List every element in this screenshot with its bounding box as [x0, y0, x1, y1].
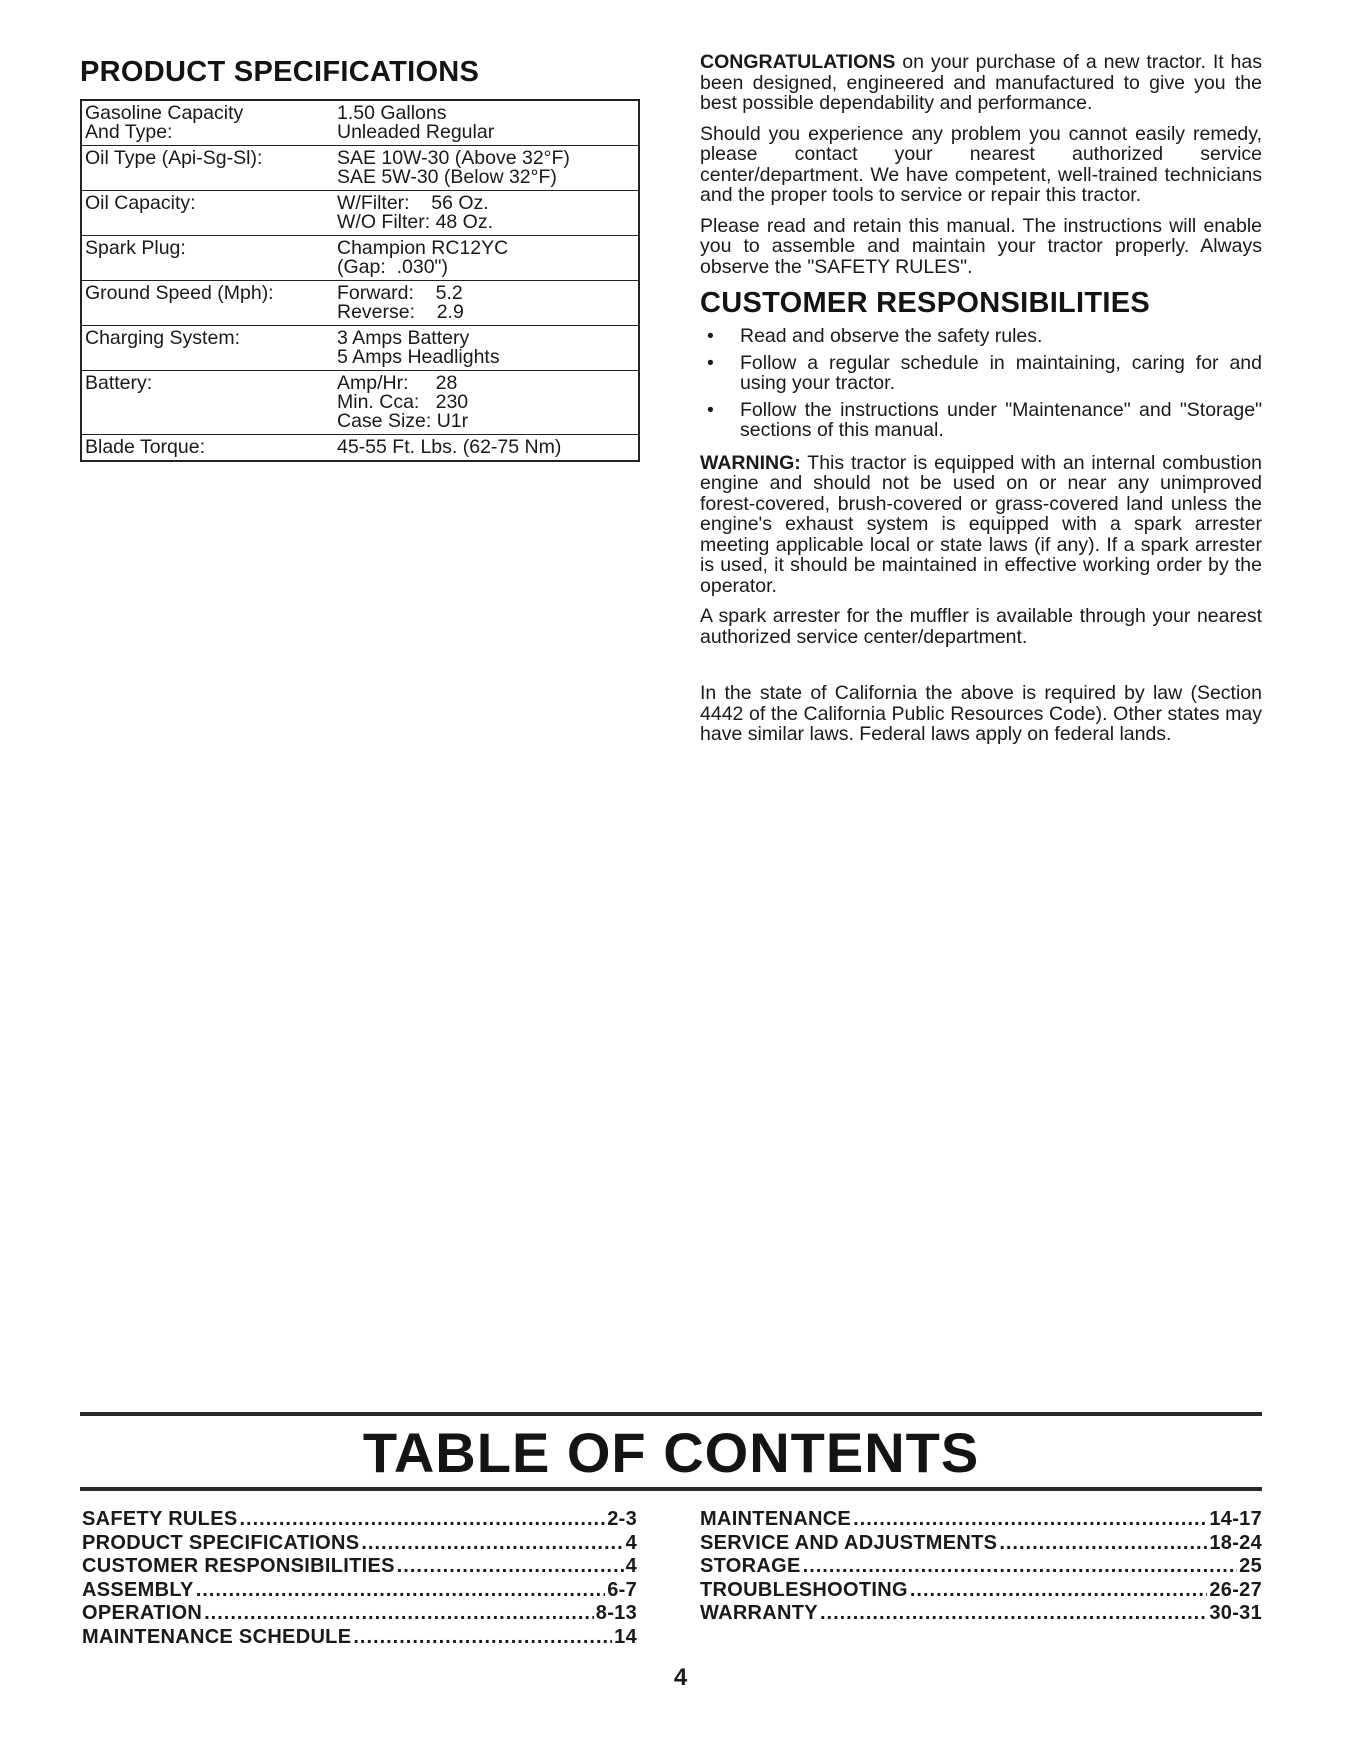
toc-entry: [82, 1555, 637, 1579]
toc-leader-dots: [910, 1579, 1208, 1603]
spec-value: W/Filter: 56 Oz. W/O Filter: 48 Oz.: [334, 191, 639, 236]
congratulations-paragraph: [700, 52, 1262, 114]
spec-label: Oil Capacity:: [81, 191, 334, 236]
congratulations-text: on your purchase of a new tractor. It has been designed, engineered and manufactured to give you the best possible dependability and performance.: [700, 51, 1262, 114]
table-row: [81, 435, 639, 462]
toc-entry-page: 4: [625, 1531, 637, 1554]
retain-manual-paragraph: Please read and retain this manual. The instructions will enable you to assemble and maintain your tractor properly. Always observe the "SAFETY RULES".: [700, 214, 1262, 278]
toc-bottom-rule: [80, 1487, 1262, 1491]
customer-responsibilities-list: [700, 326, 1262, 441]
toc-entry-label: MAINTENANCE: [700, 1508, 852, 1530]
toc-leader-dots: [820, 1602, 1207, 1626]
toc-entry-page: 14: [614, 1625, 637, 1648]
toc-leader-dots: [803, 1555, 1238, 1579]
spec-value: Amp/Hr: 28 Min. Cca: 230 Case Size: U1r: [334, 371, 639, 435]
spec-value: Forward: 5.2 Reverse: 2.9: [334, 281, 639, 326]
toc-entry-page: 30-31: [1209, 1602, 1262, 1624]
toc-entry-label: PRODUCT SPECIFICATIONS: [82, 1531, 360, 1554]
toc-entry: [82, 1626, 637, 1650]
toc-entry-page: 14-17: [1209, 1508, 1262, 1530]
spec-label: Battery:: [81, 371, 334, 435]
specs-heading: PRODUCT SPECIFICATIONS: [80, 56, 480, 88]
customer-responsibilities-heading: CUSTOMER RESPONSIBILITIES: [700, 287, 1151, 319]
warning-text: This tractor is equipped with an internal combustion engine and should not be used on or near any unimproved forest-covered, brush-covered or grass-covered land unless the engine's exhaust system is equipped with a spark arrester meeting applicable local or state laws (if any). If a spark arrester is used, it should be maintained in effective working order by the operator.: [700, 451, 1262, 597]
spec-label: Charging System:: [81, 326, 334, 371]
toc-entry-page: 8-13: [595, 1602, 637, 1624]
spec-value: SAE 10W-30 (Above 32°F) SAE 5W-30 (Below 32°F): [334, 146, 639, 191]
toc-entry-page: 18-24: [1209, 1531, 1262, 1554]
toc-leader-dots: [853, 1508, 1207, 1532]
bullet-icon: •: [707, 325, 714, 347]
spec-value: 1.50 Gallons Unleaded Regular: [337, 102, 495, 143]
spec-label: Spark Plug:: [81, 236, 334, 281]
table-row: [81, 281, 639, 326]
page-number: 4: [673, 1664, 688, 1691]
spec-label: Gasoline Capacity And Type:: [85, 102, 244, 143]
spec-value: 45-55 Ft. Lbs. (62-75 Nm): [334, 435, 639, 462]
warning-lead: WARNING:: [700, 451, 801, 474]
toc-leader-dots: [999, 1532, 1207, 1556]
product-specifications-section: [80, 52, 640, 462]
toc-entry: [82, 1602, 637, 1626]
toc-entry-label: SERVICE AND ADJUSTMENTS: [700, 1531, 998, 1554]
spec-label: Blade Torque:: [81, 435, 334, 462]
spec-value: 3 Amps Battery 5 Amps Headlights: [334, 326, 639, 371]
toc-entry-label: ASSEMBLY: [82, 1578, 194, 1601]
toc-title: TABLE OF CONTENTS: [362, 1421, 980, 1484]
toc-entry-page: 2-3: [607, 1508, 637, 1530]
toc-left-column: [82, 1508, 637, 1649]
toc-entry: [82, 1532, 637, 1556]
toc-top-rule: [80, 1412, 1262, 1416]
california-law-paragraph: In the state of California the above is required by law (Section 4442 of the California Public Resources Code). Other states may have similar laws. Federal laws apply on federal lands.: [700, 682, 1262, 745]
toc-entry: [82, 1579, 637, 1603]
list-item: • Follow a regular schedule in maintaining, caring for and using your tractor.: [707, 351, 1262, 394]
toc-entry: [700, 1579, 1262, 1603]
list-item: • Follow the instructions under "Maintenance" and "Storage" sections of this manual.: [707, 398, 1262, 441]
toc-entry-page: 26-27: [1209, 1578, 1262, 1601]
intro-section: [700, 52, 1262, 755]
toc-entry: [700, 1508, 1262, 1532]
specs-table: [80, 99, 640, 462]
toc-leader-dots: [361, 1532, 623, 1556]
toc-entry-label: TROUBLESHOOTING: [700, 1578, 908, 1601]
table-row: [81, 326, 639, 371]
warning-paragraph: [700, 453, 1262, 597]
congratulations-lead: CONGRATULATIONS: [700, 51, 896, 73]
toc-entry-label: STORAGE: [700, 1555, 801, 1577]
spec-label: Ground Speed (Mph):: [81, 281, 334, 326]
toc-entry: [700, 1532, 1262, 1556]
toc-right-column: [700, 1508, 1262, 1626]
spec-value: Champion RC12YC (Gap: .030"): [334, 236, 639, 281]
problem-paragraph: Should you experience any problem you cannot easily remedy, please contact your nearest authorized service center/department. We have competent, well-trained technicians and the proper tools to service or repair this tractor.: [700, 122, 1262, 206]
toc-leader-dots: [239, 1508, 605, 1532]
toc-entry-page: 4: [625, 1555, 637, 1577]
toc-entry: [700, 1555, 1262, 1579]
table-row: [81, 146, 639, 191]
toc-entry-label: WARRANTY: [700, 1602, 818, 1624]
table-row: [81, 100, 639, 146]
spec-label: Oil Type (Api-Sg-Sl):: [81, 146, 334, 191]
table-row: [81, 191, 639, 236]
toc-entry: [82, 1508, 637, 1532]
spark-arrester-paragraph: A spark arrester for the muffler is available through your nearest authorized service center/department.: [700, 605, 1262, 648]
bullet-icon: •: [707, 398, 714, 421]
table-row: [81, 371, 639, 435]
toc-entry-label: CUSTOMER RESPONSIBILITIES: [82, 1555, 395, 1577]
toc-entry-label: SAFETY RULES: [82, 1508, 238, 1530]
list-item: • Read and observe the safety rules.: [707, 325, 1043, 347]
toc-entry: [700, 1602, 1262, 1626]
toc-entry-page: 6-7: [607, 1578, 637, 1601]
toc-leader-dots: [397, 1555, 624, 1579]
toc-leader-dots: [196, 1579, 606, 1603]
toc-entry-page: 25: [1239, 1555, 1262, 1577]
toc-entry-label: MAINTENANCE SCHEDULE: [82, 1625, 352, 1648]
toc-leader-dots: [353, 1626, 612, 1650]
bullet-icon: •: [707, 351, 714, 374]
table-row: [81, 236, 639, 281]
toc-leader-dots: [204, 1602, 594, 1626]
toc-entry-label: OPERATION: [82, 1602, 203, 1624]
